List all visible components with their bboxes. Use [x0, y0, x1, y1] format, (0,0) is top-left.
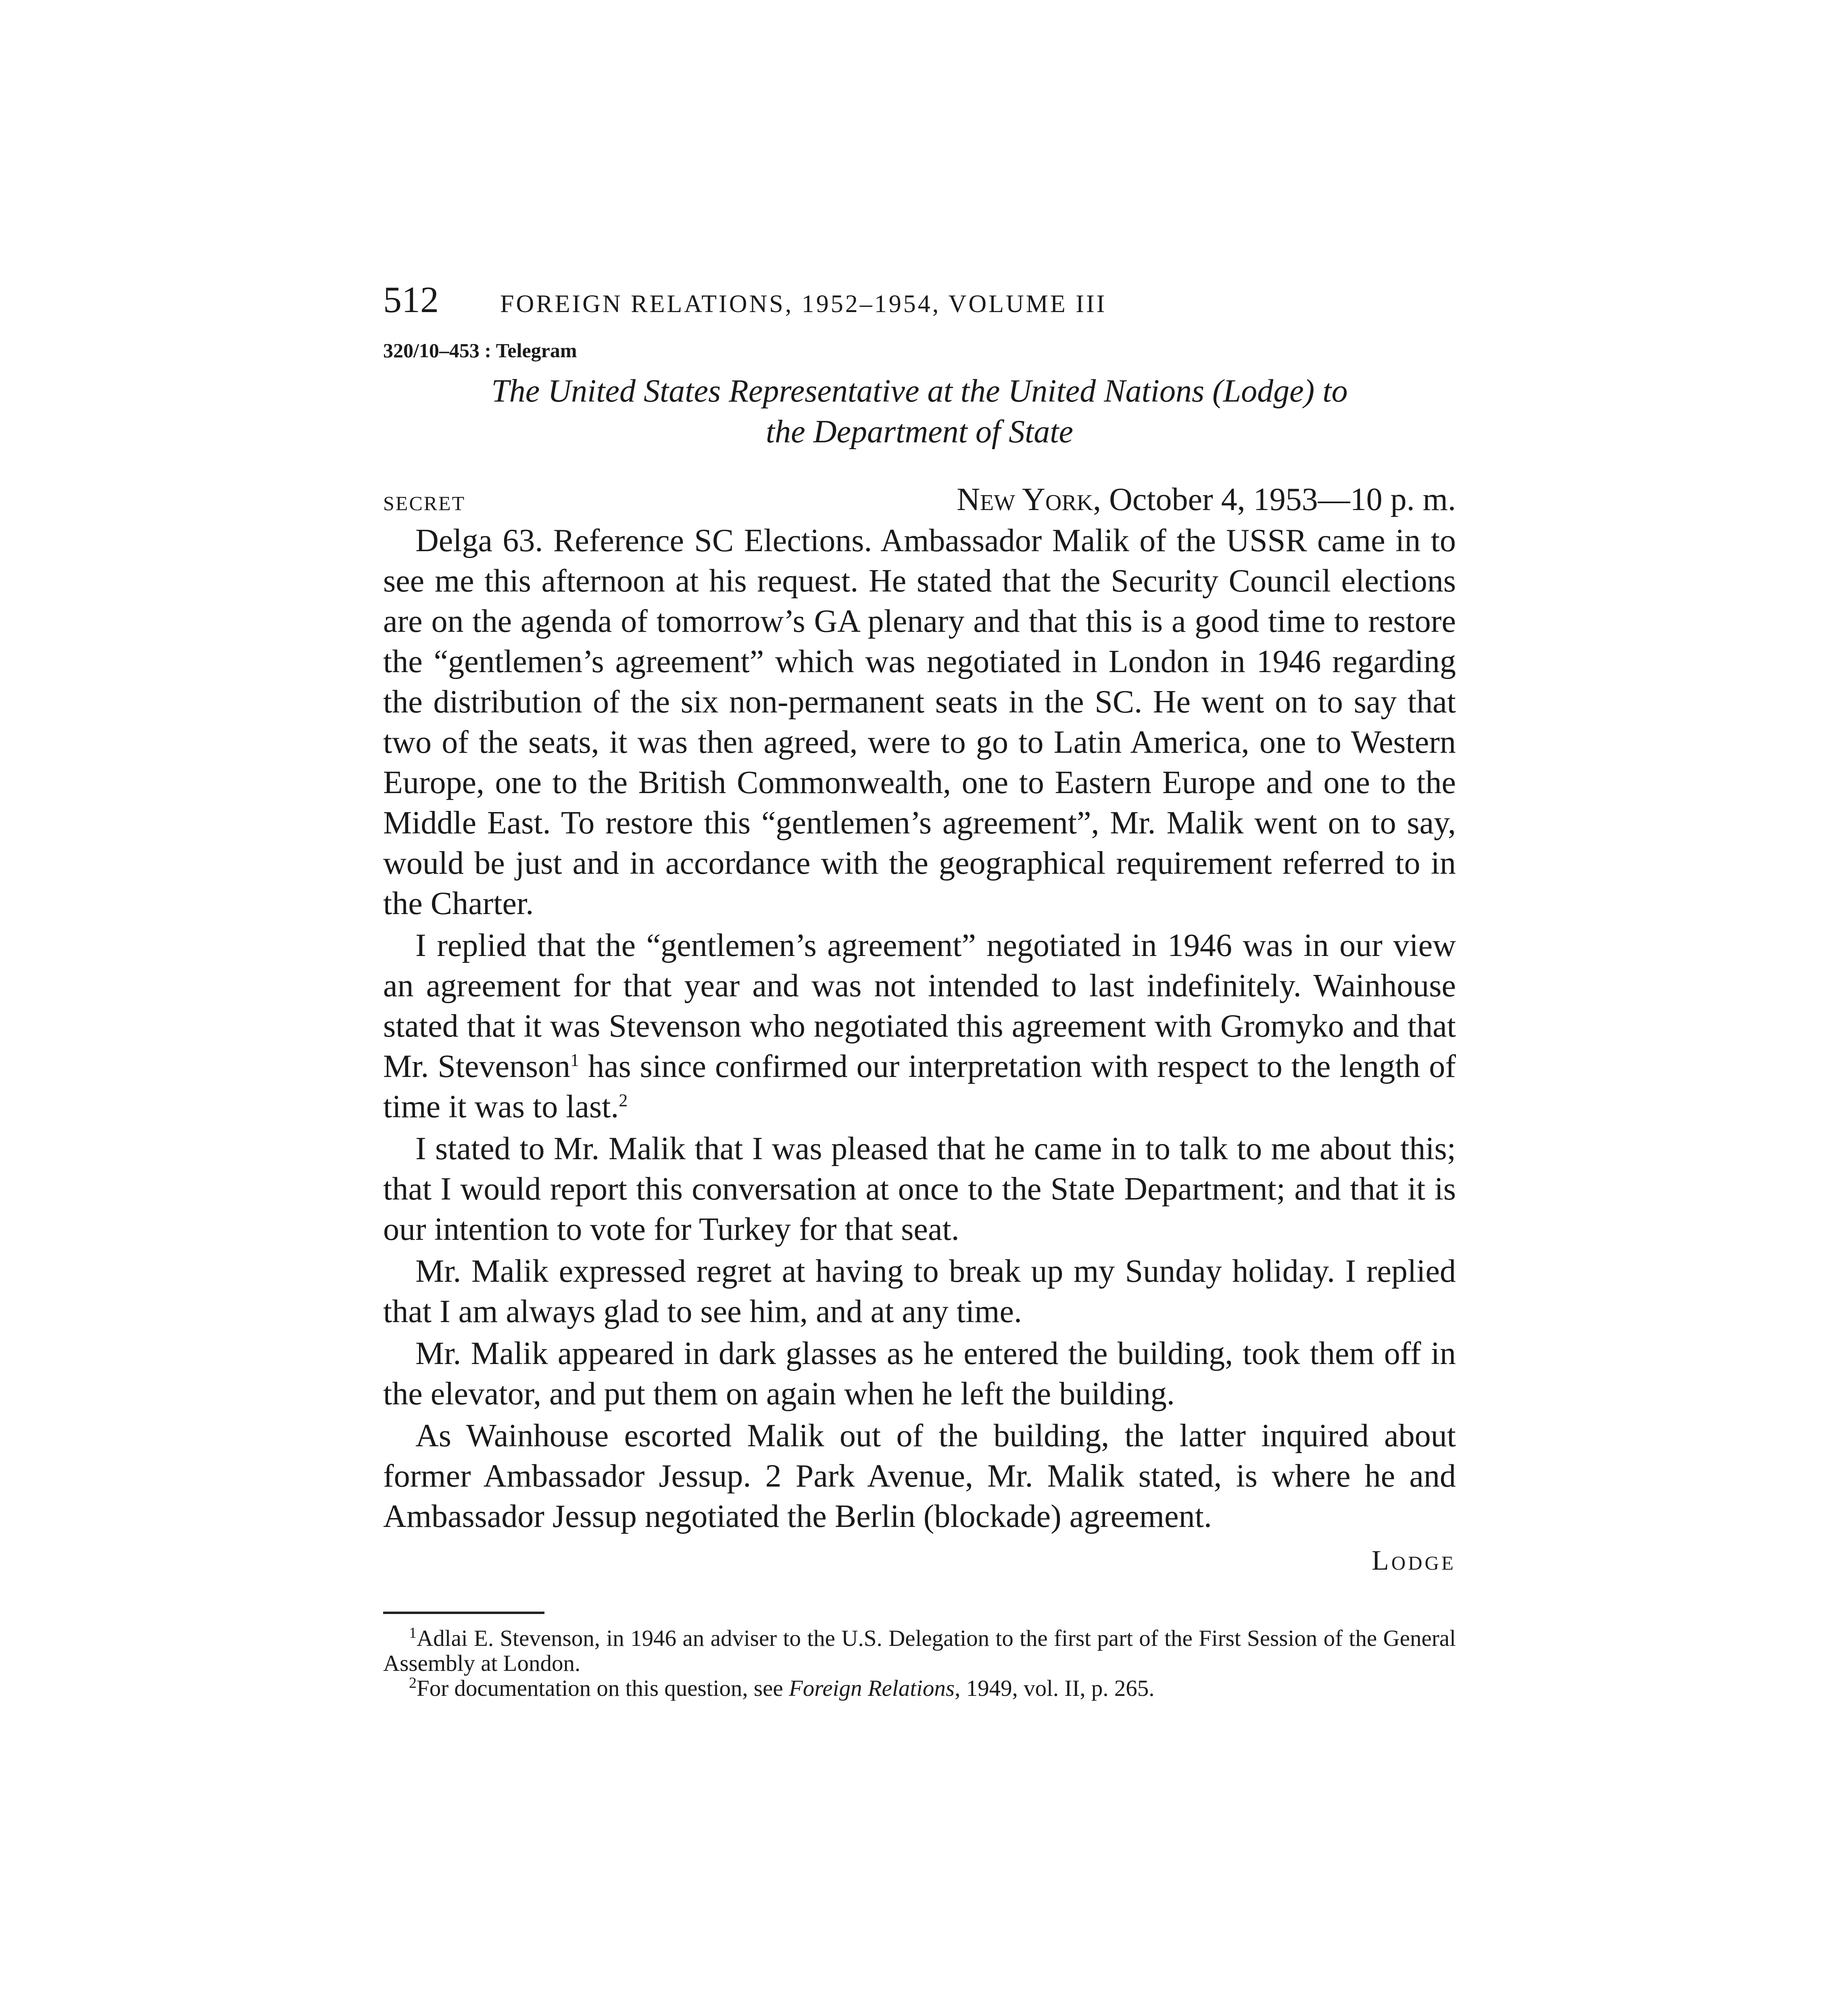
paragraph-2-part-a: I replied that the “gentlemen’s agreement” negotiated in 1946 was in our view an agreement for that year and was not intended to last indefinitely. Wainhouse stated that it was Stevenson who negotiated this agreement with Gromyko and that Mr. Stevenson — [383, 927, 1456, 1084]
classification-label: SECRET — [383, 492, 466, 514]
footnote-1-number: 1 — [409, 1624, 417, 1641]
footnote-2-prefix: For documentation on this question, see — [417, 1675, 789, 1701]
footnote-2-title: Foreign Relations — [788, 1675, 955, 1701]
paragraph-2 — [383, 925, 1456, 1127]
paragraph-3: I stated to Mr. Malik that I was pleased that he came in to talk to me about this; that I would report this conversation at once to the State Department; and that it is our intention to vote for Turkey for that seat. — [383, 1131, 1456, 1247]
document-id: 320/10–453 : Telegram — [383, 339, 577, 362]
paragraph-2-part-b: has since confirmed our interpretation with respect to the length of time it was to last. — [383, 1048, 1456, 1125]
signature: Lodge — [1372, 1545, 1456, 1576]
footnote-1-text: Adlai E. Stevenson, in 1946 an adviser to the U.S. Delegation to the first part of the First Session of the General Assembly at London. — [383, 1625, 1456, 1676]
running-title: FOREIGN RELATIONS, 1952–1954, VOLUME III — [500, 290, 1107, 318]
running-head — [383, 278, 1456, 321]
document-title — [383, 371, 1456, 452]
document-title-line-1: The United States Representative at the United Nations (Lodge) to — [491, 373, 1348, 409]
paragraph-6: As Wainhouse escorted Malik out of the building, the latter inquired about former Ambassador Jessup. 2 Park Avenue, Mr. Malik stated, is where he and Ambassador Jessup negotiated the Berlin (blockade) agreement. — [383, 1418, 1456, 1534]
document-title-line-2: the Department of State — [765, 414, 1074, 450]
footnote-2 — [383, 1676, 1456, 1701]
footnote-divider — [383, 1612, 544, 1614]
footnote-2-suffix: , 1949, vol. II, p. 265. — [955, 1675, 1155, 1701]
footnote-1 — [383, 1626, 1456, 1676]
document-page — [383, 278, 1456, 1701]
footnote-ref-1[interactable]: 1 — [570, 1050, 580, 1070]
paragraph-5: Mr. Malik appeared in dark glasses as he entered the building, took them off in the elevator, and put them on again when he left the building. — [383, 1335, 1456, 1412]
paragraph-4: Mr. Malik expressed regret at having to break up my Sunday holiday. I replied that I am always glad to see him, and at any time. — [383, 1253, 1456, 1329]
page-number: 512 — [383, 279, 439, 320]
footnote-ref-2[interactable]: 2 — [619, 1090, 628, 1110]
footnote-2-number: 2 — [409, 1674, 417, 1691]
place-date — [957, 481, 1456, 518]
dateline — [383, 481, 1456, 518]
date: , October 4, 1953—10 p. m. — [1093, 481, 1456, 517]
paragraph-1: Delga 63. Reference SC Elections. Ambassador Malik of the USSR came in to see me this afternoon at his request. He stated that the Security Council elections are on the agenda of tomorrow’s GA plenary and that this is a good time to restore the “gentlemen’s agreement” which was negotiated in London in 1946 regarding the distribution of the six non-permanent seats in the SC. He went on to say that two of the seats, it was then agreed, were to go to Latin America, one to Western Europe, one to the British Commonwealth, one to Eastern Europe and one to the Middle East. To restore this “gentlemen’s agreement”, Mr. Malik went on to say, would be just and in accordance with the geographical requirement referred to in the Charter. — [383, 523, 1456, 921]
place: New York — [957, 481, 1093, 517]
